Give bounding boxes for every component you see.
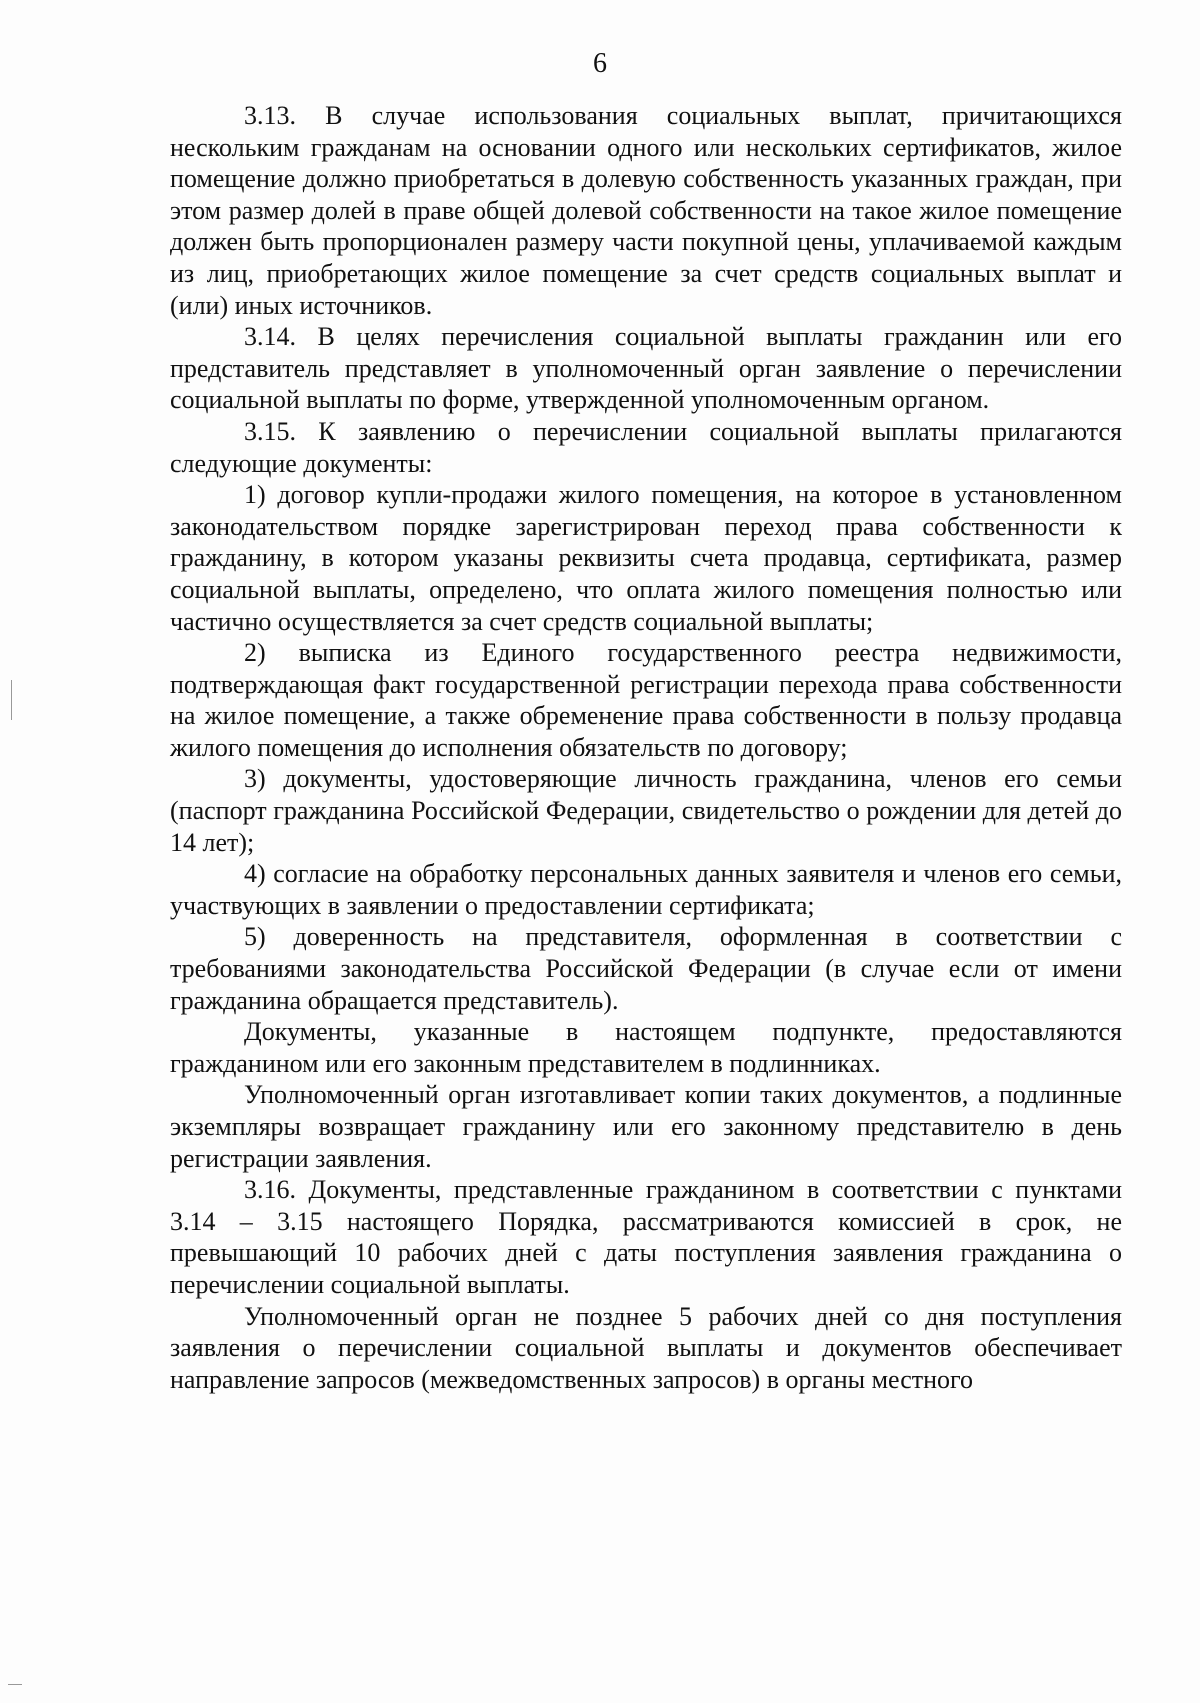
list-item-5: 5) доверенность на представителя, оформленная в соответствии с требованиями законодательства Российской Федерации (в случае если от имени гражданина обращается представитель).: [170, 922, 1122, 1015]
paragraph-3-13: 3.13. В случае использования социальных выплат, причитающихся нескольким гражданам на основании одного или нескольких сертификатов, жилое помещение должно приобретаться в долевую собственность указанных граждан, при этом размер долей в праве общей долевой собственности на такое жилое помещение должен быть пропорционален размеру части покупной цены, уплачиваемой каждым из лиц, приобретающих жилое помещение за счет средств социальных выплат и (или) иных источников.: [170, 101, 1122, 320]
paragraph-3-16: 3.16. Документы, представленные гражданином в соответствии с пунктами 3.14 – 3.15 настоящего Порядка, рассматриваются комиссией в срок, не превышающий 10 рабочих дней с даты поступления заявления гражданина о перечислении социальной выплаты.: [170, 1175, 1122, 1299]
list-item-1: 1) договор купли-продажи жилого помещения, на которое в установленном законодательством порядке зарегистрирован переход права собственности к гражданину, в котором указаны реквизиты счета продавца, сертификата, размер социальной выплаты, определено, что оплата жилого помещения полностью или частично осуществляется за счет средств социальной выплаты;: [170, 480, 1122, 636]
paragraph-copies-note: Уполномоченный орган изготавливает копии таких документов, а подлинные экземпляры возвращает гражданину или его законному представителю в день регистрации заявления.: [170, 1080, 1122, 1173]
paragraph-3-15: 3.15. К заявлению о перечислении социальной выплаты прилагаются следующие документы:: [170, 416, 1122, 478]
paragraph-requests: Уполномоченный орган не позднее 5 рабочих дней со дня поступления заявления о перечислении социальной выплаты и документов обеспечивает направление запросов (межведомственных запросов) в органы местного: [170, 1301, 1122, 1394]
list-item-2: 2) выписка из Единого государственного реестра недвижимости, подтверждающая факт государственной регистрации перехода права собственности на жилое помещение, а также обременение права собственности в пользу продавца жилого помещения до исполнения обязательств по договору;: [170, 638, 1122, 762]
paragraph-originals-note: Документы, указанные в настоящем подпункте, предоставляются гражданином или его законным представителем в подлинниках.: [170, 1017, 1122, 1078]
list-item-4: 4) согласие на обработку персональных данных заявителя и членов его семьи, участвующих в заявлении о предоставлении сертификата;: [170, 859, 1122, 920]
paragraph-3-14: 3.14. В целях перечисления социальной выплаты гражданин или его представитель представляет в уполномоченный орган заявление о перечислении социальной выплаты по форме, утвержденной уполномоченным органом.: [170, 322, 1122, 415]
page-number: 6: [593, 48, 607, 79]
list-item-3: 3) документы, удостоверяющие личность гражданина, членов его семьи (паспорт гражданина Российской Федерации, свидетельство о рождении для детей до 14 лет);: [170, 764, 1122, 857]
scan-artifact-mark: [8, 1684, 22, 1685]
scan-artifact-mark: [11, 680, 12, 720]
document-body: [170, 100, 1122, 1395]
